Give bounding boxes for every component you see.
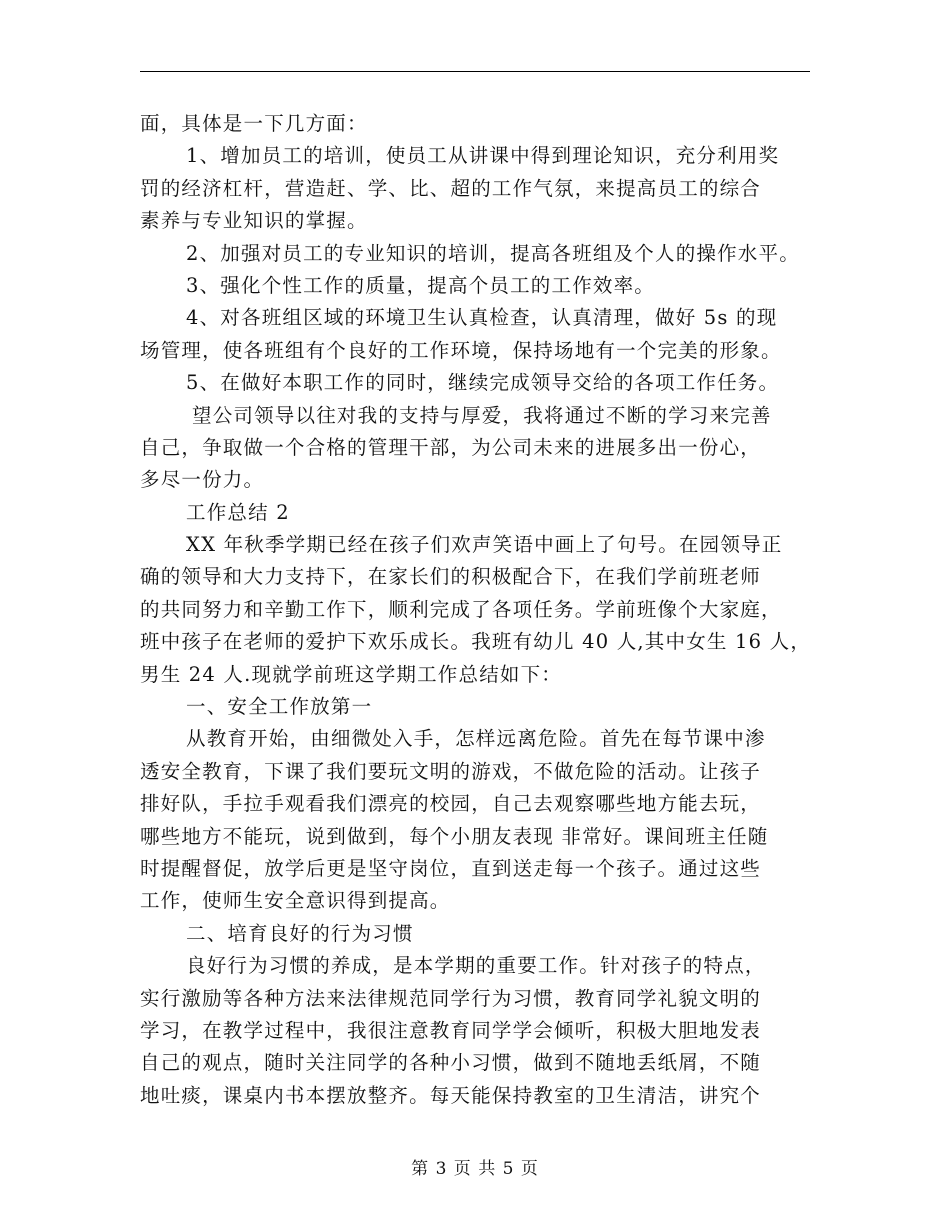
- text-line: 确的领导和大力支持下，在家长们的积极配合下，在我们学前班老师: [140, 565, 762, 589]
- text-line: 排好队，手拉手观看我们漂亮的校园，自己去观察哪些地方能去玩，: [140, 792, 762, 816]
- text-line: 4、对各班组区域的环境卫生认真检查，认真清理，做好 5s 的现: [186, 306, 778, 330]
- text-line: 素养与专业知识的掌握。: [140, 209, 368, 233]
- text-line: 5、在做好本职工作的同时，继续完成领导交给的各项工作任务。: [186, 371, 780, 395]
- text-line: 自己的观点，随时关注同学的各种小习惯，做到不随地丢纸屑，不随: [140, 1051, 762, 1075]
- text-line: 望公司领导以往对我的支持与厚爱，我将通过不断的学习来完善: [192, 403, 772, 427]
- text-line: XX 年秋季学期已经在孩子们欢声笑语中画上了句号。在园领导正: [186, 533, 783, 557]
- text-line: 从教育开始，由细微处入手，怎样远离危险。首先在每节课中渗: [186, 727, 766, 751]
- text-line: 面，具体是一下几方面：: [140, 112, 368, 135]
- text-line: 实行激励等各种方法来法律规范同学行为习惯，教育同学礼貌文明的: [140, 986, 762, 1010]
- text-line: 2、加强对员工的专业知识的培训，提高各班组及个人的操作水平。: [186, 241, 800, 265]
- text-line: 透安全教育，下课了我们要玩文明的游戏，不做危险的活动。让孩子: [140, 759, 762, 783]
- page-footer: 第 3 页 共 5 页: [411, 1159, 539, 1179]
- text-line: 工作，使师生安全意识得到提高。: [140, 889, 451, 913]
- text-line: 1、增加员工的培训，使员工从讲课中得到理论知识，充分利用奖: [186, 144, 780, 168]
- section-heading: 一、安全工作放第一: [186, 695, 373, 719]
- text-line: 哪些地方不能玩，说到做到，每个小朋友表现 非常好。课间班主任随: [140, 824, 769, 848]
- text-line: 场管理，使各班组有个良好的工作环境，保持场地有一个完美的形象。: [140, 338, 782, 362]
- header-rule: [140, 71, 810, 72]
- document-body: [140, 108, 830, 1112]
- text-line: 罚的经济杠杆，营造赶、学、比、超的工作气氛，来提高员工的综合: [140, 176, 762, 200]
- section-heading: 二、培育良好的行为习惯: [186, 921, 414, 945]
- text-line: 自己，争取做一个合格的管理干部，为公司未来的进展多出一份心，: [140, 435, 762, 459]
- text-line: 班中孩子在老师的爱护下欢乐成长。我班有幼儿 40 人,其中女生 16 人，: [140, 630, 812, 654]
- text-line: 男生 24 人.现就学前班这学期工作总结如下：: [140, 662, 563, 686]
- text-line: 良好行为习惯的养成，是本学期的重要工作。针对孩子的特点，: [186, 954, 766, 978]
- text-line: 地吐痰，课桌内书本摆放整齐。每天能保持教室的卫生清洁，讲究个: [140, 1083, 762, 1107]
- text-line: 学习，在教学过程中，我很注意教育同学学会倾听，积极大胆地发表: [140, 1018, 762, 1042]
- text-line: 的共同努力和辛勤工作下，顺利完成了各项任务。学前班像个大家庭，: [140, 597, 782, 621]
- text-line: 多尽一份力。: [140, 468, 265, 492]
- text-line: 3、强化个性工作的质量，提高个员工的工作效率。: [186, 273, 656, 297]
- section-heading: 工作总结 2: [186, 500, 290, 524]
- text-line: 时提醒督促，放学后更是坚守岗位，直到送走每一个孩子。通过这些: [140, 856, 762, 880]
